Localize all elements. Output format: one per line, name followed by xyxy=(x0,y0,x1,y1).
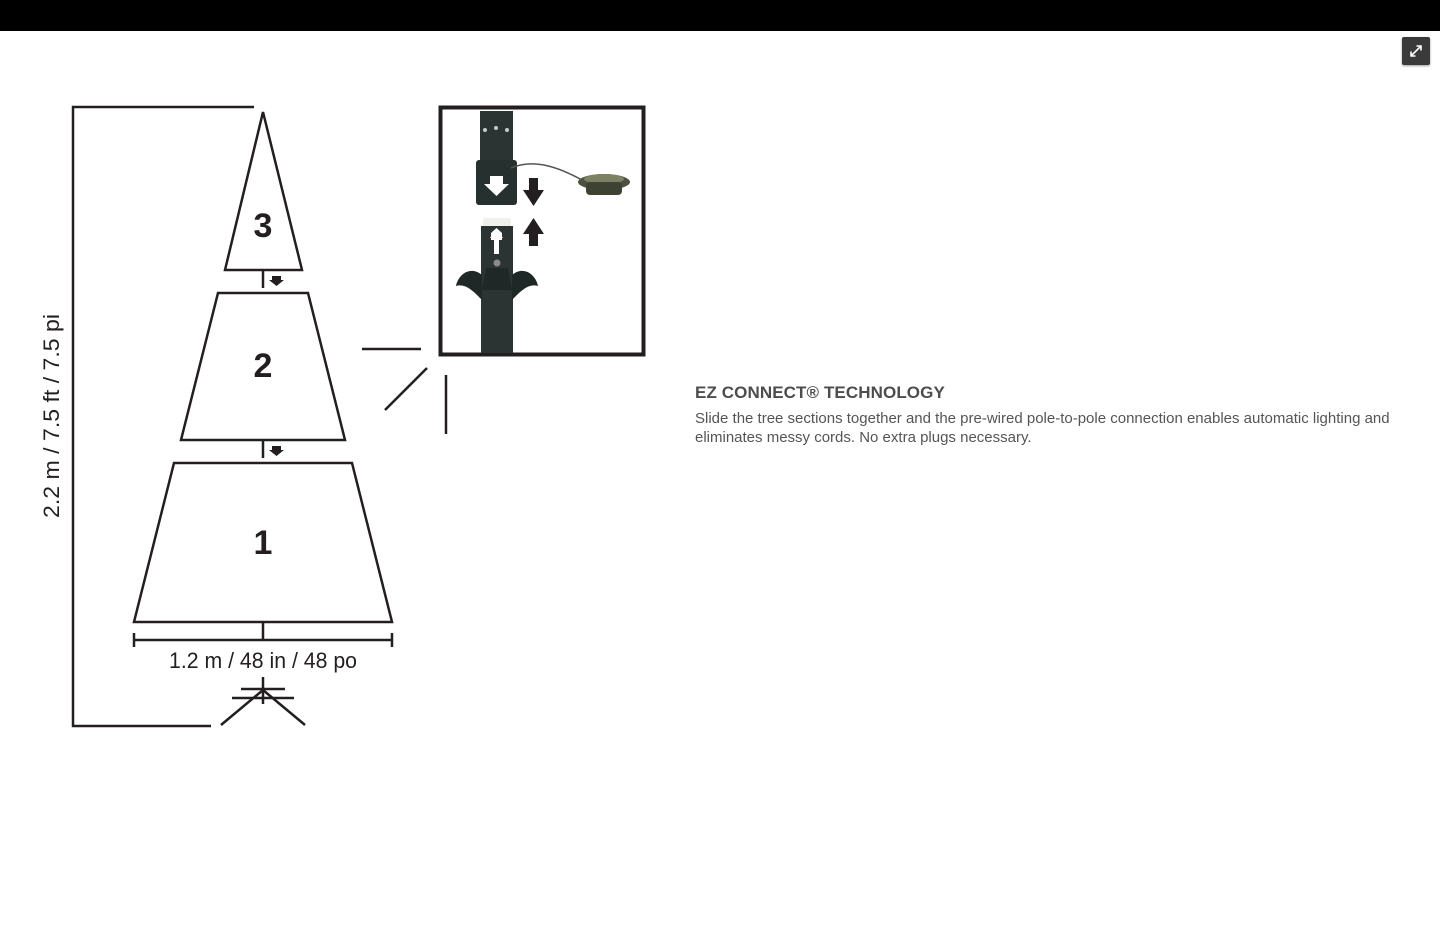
width-dimension-line xyxy=(134,622,392,647)
branch-hinge-right xyxy=(512,271,538,300)
section-number: 2 xyxy=(253,347,273,385)
expand-button[interactable] xyxy=(1402,37,1430,65)
tree-assembly-diagram xyxy=(0,31,680,791)
power-cord xyxy=(511,164,582,180)
section-number: 1 xyxy=(253,524,273,562)
height-bracket xyxy=(73,107,254,726)
height-label: 2.2 m / 7.5 ft / 7.5 pi xyxy=(39,323,64,518)
arrow-up-icon xyxy=(523,218,544,246)
upper-pole xyxy=(480,111,513,166)
arrow-down-icon xyxy=(269,276,284,286)
feature-title: EZ CONNECT® TECHNOLOGY xyxy=(695,383,945,402)
width-label: 1.2 m / 48 in / 48 po xyxy=(169,648,357,673)
arrow-down-icon xyxy=(269,446,284,456)
branch-hinge-left xyxy=(456,271,482,300)
tree-section-3 xyxy=(225,112,302,270)
feature-section xyxy=(695,383,1415,447)
section-number: 3 xyxy=(253,207,273,245)
arrow-down-icon xyxy=(523,178,544,206)
tree-stand-icon xyxy=(221,677,305,725)
feature-description: Slide the tree sections together and the pre-wired pole-to-pole connection enables automatic lighting and eliminates messy cords. No extra plugs necessary. xyxy=(695,410,1390,446)
expand-icon xyxy=(1402,37,1430,65)
callout-lines xyxy=(362,349,446,434)
top-bar xyxy=(0,0,1440,31)
pole-connection-detail xyxy=(456,111,630,353)
